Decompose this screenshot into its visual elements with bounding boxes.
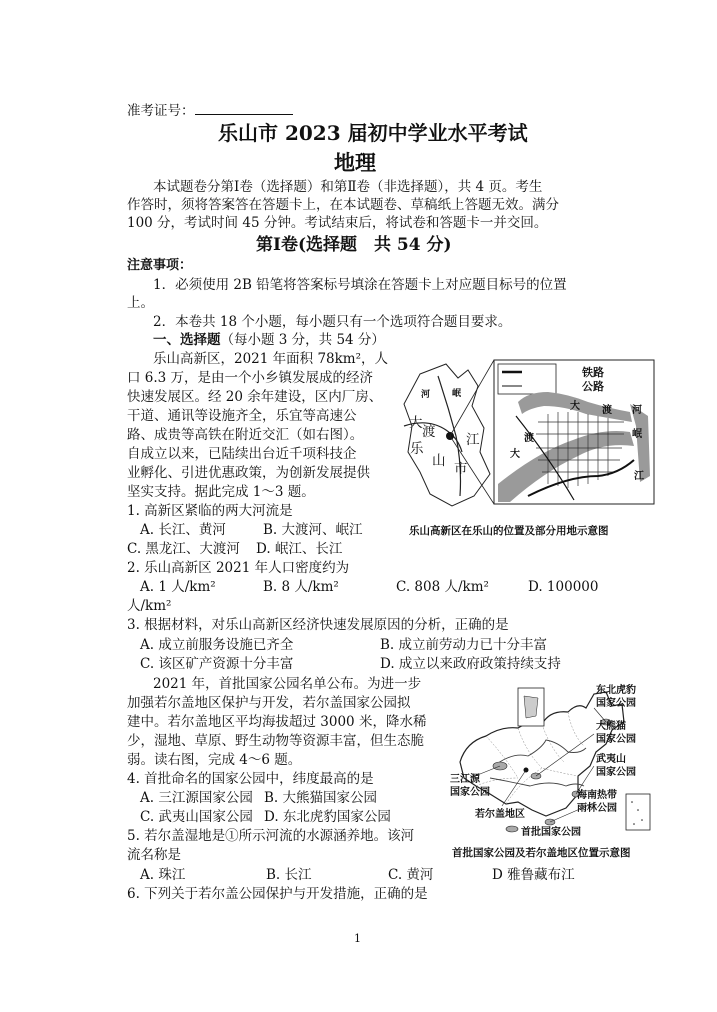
- q3-option-d: D. 成立以来政府政策持续支持: [380, 656, 561, 672]
- map1-inset-label-he: 河: [632, 405, 642, 416]
- q4-option-b: B. 大熊猫国家公园: [264, 790, 378, 806]
- q3-stem: 3. 根据材料，对乐山高新区经济快速发展原因的分析，正确的是: [127, 617, 509, 633]
- map1-inset-label-du2: 渡: [524, 433, 534, 444]
- passage1-line-8: 坚实支持。据此完成 1～3 题。: [127, 484, 315, 500]
- map2-label-sanjiangyuan-1: 三江源: [450, 774, 480, 785]
- map2-label-daxiongmao-1: 大熊猫: [596, 721, 626, 732]
- intro-line-3: 100 分，考试时间 45 分钟。考试结束后，将试卷和答题卡一并交回。: [127, 215, 548, 231]
- page-number: 1: [354, 932, 361, 945]
- intro-line-1: 本试题卷分第Ⅰ卷（选择题）和第Ⅱ卷（非选择题），共 4 页。考生: [153, 179, 543, 195]
- q2-option-d-cont: 人/km²: [127, 598, 172, 614]
- q3-option-b: B. 成立前劳动力已十分丰富: [380, 637, 548, 653]
- exam-id-label: 准考证号：: [127, 103, 195, 119]
- map2-caption: 首批国家公园及若尔盖地区位置示意图: [452, 847, 631, 859]
- map2-label-wuyi-2: 国家公园: [596, 767, 636, 778]
- map2-legend-swatch: [506, 826, 518, 832]
- part-note: （每小题 3 分，共 54 分）: [220, 332, 385, 348]
- q5-option-d: D 雅鲁藏布江: [492, 867, 575, 883]
- map2-label-sanjiangyuan-2: 国家公园: [450, 787, 490, 798]
- q1-option-d: D. 岷江、长江: [256, 541, 343, 557]
- q4-stem: 4. 首批命名的国家公园中，纬度最高的是: [127, 771, 374, 787]
- map1-caption: 乐山高新区在乐山的位置及部分用地示意图: [409, 525, 609, 537]
- notes-heading: 注意事项：: [127, 258, 193, 273]
- map1-label-da: 大: [409, 415, 423, 431]
- map1-inset-label-jiang: 江: [634, 471, 644, 482]
- passage1-line-1: 乐山高新区，2021 年面积 78km²，人: [153, 351, 389, 367]
- map1-label-he: 河: [421, 390, 431, 400]
- q3-option-c: C. 该区矿产资源十分丰富: [140, 656, 294, 672]
- q4-option-c: C. 武夷山国家公园: [140, 809, 253, 825]
- map1-inset-label-du: 渡: [602, 405, 612, 416]
- q2-option-a: A. 1 人/km²: [140, 579, 216, 595]
- map2-label-ruoergai: 若尔盖地区: [475, 809, 525, 820]
- q1-option-a: A. 长江、黄河: [140, 522, 226, 538]
- passage2-line-1: 2021 年，首批国家公园名单公布。为进一步: [153, 676, 422, 692]
- map2-legend-label: 首批国家公园: [521, 827, 581, 838]
- passage2-line-5: 弱。读右图，完成 4～6 题。: [127, 752, 302, 768]
- map1-legend-rail: 铁路: [582, 366, 604, 379]
- q6-stem: 6. 下列关于若尔盖公园保护与开发措施，正确的是: [127, 886, 428, 902]
- map1-label-du: 渡: [422, 424, 436, 440]
- q4-option-d: D. 东北虎豹国家公园: [264, 809, 391, 825]
- map2-label-dongbei-1: 东北虎豹: [596, 685, 636, 696]
- q4-option-a: A. 三江源国家公园: [140, 790, 253, 806]
- section1-title: 第Ⅰ卷(选择题 共 54 分): [256, 235, 452, 255]
- note-1-line-1: 1．必须使用 2B 铅笔将答案标号填涂在答题卡上对应题目标号的位置: [153, 277, 567, 293]
- map1-label-min: 岷: [452, 389, 462, 399]
- map1-label-le: 乐: [410, 441, 424, 457]
- q2-option-b: B. 8 人/km²: [263, 579, 339, 595]
- map2-south-sea-inset: [626, 794, 650, 830]
- note-2: 2．本卷共 18 个小题，每小题只有一个选项符合题目要求。: [153, 314, 512, 330]
- passage1-line-6: 自成立以来，已陆续出台近千项科技企: [127, 446, 357, 462]
- map1-inset-label-da2: 大: [510, 449, 520, 460]
- q5-stem-line-1: 5. 若尔盖湿地是①所示河流的水源涵养地。该河: [127, 828, 415, 844]
- passage1-line-2: 口 6.3 万，是由一个小乡镇发展成的经济: [127, 370, 374, 386]
- q5-option-b: B. 长江: [266, 867, 312, 883]
- passage1-line-3: 快速发展区。经 20 余年建设，区内厂房、: [127, 389, 383, 405]
- map1-label-shan: 山: [432, 453, 446, 469]
- q1-option-c: C. 黑龙江、大渡河: [127, 541, 240, 557]
- passage1-line-7: 业孵化、引进优惠政策，为创新发展提供: [127, 465, 370, 481]
- exam-id-line: [127, 101, 293, 120]
- passage1-line-5: 路、成贵等高铁在附近交汇（如右图）。: [127, 427, 364, 443]
- part-heading: 一、选择题: [153, 332, 221, 348]
- q3-option-a: A. 成立前服务设施已齐全: [140, 637, 294, 653]
- map1-inset-label-da: 大: [570, 401, 580, 412]
- q2-option-c: C. 808 人/km²: [396, 579, 489, 595]
- passage2-line-4: 少，湿地、草原、野生动物等资源丰富，但生态脆: [127, 733, 424, 749]
- map2-label-daxiongmao-2: 国家公园: [596, 734, 636, 745]
- q5-option-c: C. 黄河: [388, 867, 434, 883]
- map2-label-wuyi-1: 武夷山: [596, 754, 626, 765]
- q1-stem: 1. 高新区紧临的两大河流是: [127, 503, 293, 519]
- intro-line-2: 作答时，须将答案答在答题卡上，在本试题卷、草稿纸上答题无效。满分: [127, 197, 559, 213]
- q1-option-b: B. 大渡河、岷江: [263, 522, 363, 538]
- q2-stem: 2. 乐山高新区 2021 年人口密度约为: [127, 560, 350, 576]
- passage2-line-3: 建中。若尔盖地区平均海拔超过 3000 米，降水稀: [127, 714, 427, 730]
- map1-legend-box: [498, 364, 556, 394]
- map1-label-shi: 市: [454, 461, 468, 477]
- map2-label-dongbei-2: 国家公园: [596, 698, 636, 709]
- passage1-line-4: 干道、通讯等设施齐全，乐宜等高速公: [127, 408, 357, 424]
- map1-inset-label-min: 岷: [632, 429, 642, 440]
- q2-option-d: D. 100000: [528, 579, 599, 595]
- map2-label-hainan-2: 雨林公园: [577, 803, 617, 814]
- map2-label-hainan-1: 海南热带: [577, 790, 617, 801]
- exam-id-blank: [195, 101, 293, 115]
- map1-label-jiang: 江: [466, 432, 480, 448]
- note-1-line-2: 上。: [127, 295, 154, 311]
- part-heading-line: [153, 331, 385, 349]
- subject-title: 地理: [334, 150, 376, 175]
- map1-legend-road: 公路: [582, 380, 604, 393]
- exam-title: 乐山市 2023 届初中学业水平考试: [218, 121, 528, 145]
- q5-option-a: A. 珠江: [140, 867, 186, 883]
- passage2-line-2: 加强若尔盖地区保护与开发，若尔盖国家公园拟: [127, 695, 411, 711]
- q5-stem-line-2: 流名称是: [127, 847, 181, 863]
